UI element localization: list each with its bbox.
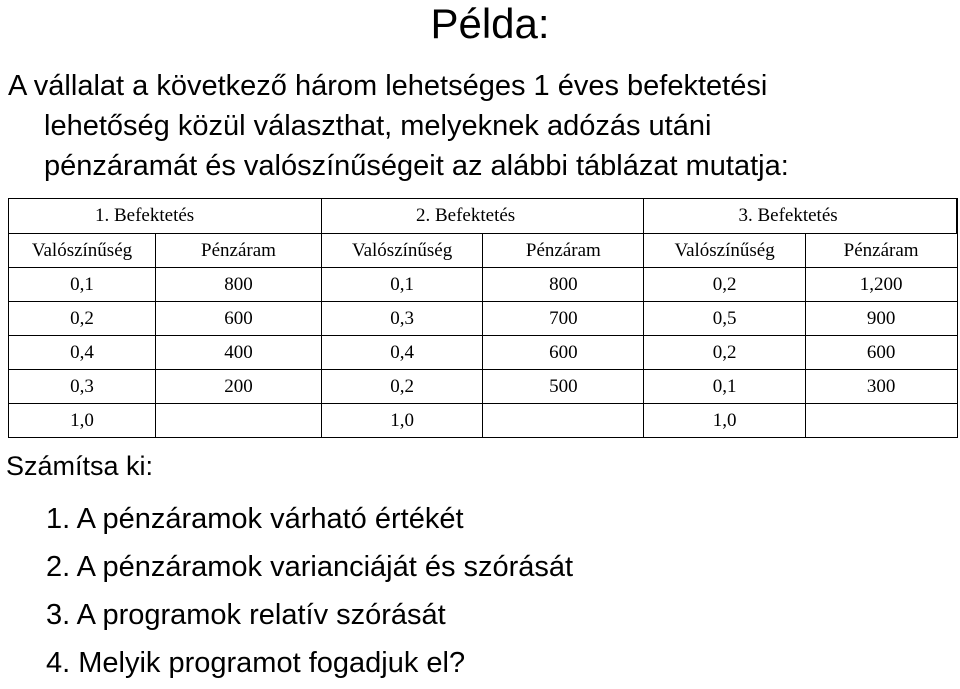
table-row [9, 336, 958, 370]
table-cell: 1,0 [322, 404, 483, 438]
column-header: Pénzáram [483, 234, 644, 268]
table-cell: 1,200 [805, 268, 957, 302]
table-cell: 800 [483, 268, 644, 302]
table-cell: 0,4 [9, 336, 156, 370]
question-item: 4. Melyik programot fogadjuk el? [46, 647, 466, 679]
question-list [46, 497, 573, 689]
table-cell: 600 [483, 336, 644, 370]
table-row [9, 370, 958, 404]
column-header: Valószínűség [644, 234, 805, 268]
table-cell: 800 [156, 268, 322, 302]
table-cell: 0,2 [9, 302, 156, 336]
table-cell: 0,1 [644, 370, 805, 404]
investment-table [8, 198, 958, 438]
table-cell: 900 [805, 302, 957, 336]
table-cell: 400 [156, 336, 322, 370]
column-header: Pénzáram [805, 234, 957, 268]
group-header-investment-3: 3. Befektetés [644, 199, 957, 234]
table-column-header-row [9, 234, 958, 268]
table-cell: 0,3 [9, 370, 156, 404]
group-header-investment-1: 1. Befektetés [9, 199, 322, 234]
table-cell: 0,1 [9, 268, 156, 302]
table-row [9, 268, 958, 302]
table-cell: 0,2 [322, 370, 483, 404]
column-header: Pénzáram [156, 234, 322, 268]
intro-line-2: lehetőség közül választhat, melyeknek adózás utáni [44, 110, 712, 142]
table-cell: 0,2 [644, 268, 805, 302]
table-cell: 500 [483, 370, 644, 404]
column-header: Valószínűség [322, 234, 483, 268]
question-item: 2. A pénzáramok varianciáját és szórását [46, 551, 574, 583]
question-item: 3. A programok relatív szórását [46, 599, 446, 631]
table-cell: 700 [483, 302, 644, 336]
table-cell: 0,1 [322, 268, 483, 302]
table-cell: 0,4 [322, 336, 483, 370]
table-cell: 1,0 [644, 404, 805, 438]
intro-line-1: A vállalat a következő három lehetséges 1 éves befektetési [8, 70, 768, 102]
table-group-header-row [9, 199, 958, 234]
table-cell: 200 [156, 370, 322, 404]
group-header-investment-2: 2. Befektetés [322, 199, 644, 234]
table-cell: 0,5 [644, 302, 805, 336]
column-header: Valószínűség [9, 234, 156, 268]
table-cell: 600 [805, 336, 957, 370]
page-title: Példa: [430, 0, 550, 47]
table-cell [156, 404, 322, 438]
table-cell: 0,3 [322, 302, 483, 336]
table-total-row [9, 404, 958, 438]
table-cell [805, 404, 957, 438]
table-cell [483, 404, 644, 438]
intro-text [8, 66, 958, 186]
table-cell: 600 [156, 302, 322, 336]
table-row [9, 302, 958, 336]
task-heading: Számítsa ki: [6, 451, 154, 481]
intro-line-3: pénzáramát és valószínűségeit az alábbi táblázat mutatja: [44, 150, 789, 182]
table-cell: 300 [805, 370, 957, 404]
question-item: 1. A pénzáramok várható értékét [46, 503, 464, 535]
table-cell: 0,2 [644, 336, 805, 370]
table-cell: 1,0 [9, 404, 156, 438]
